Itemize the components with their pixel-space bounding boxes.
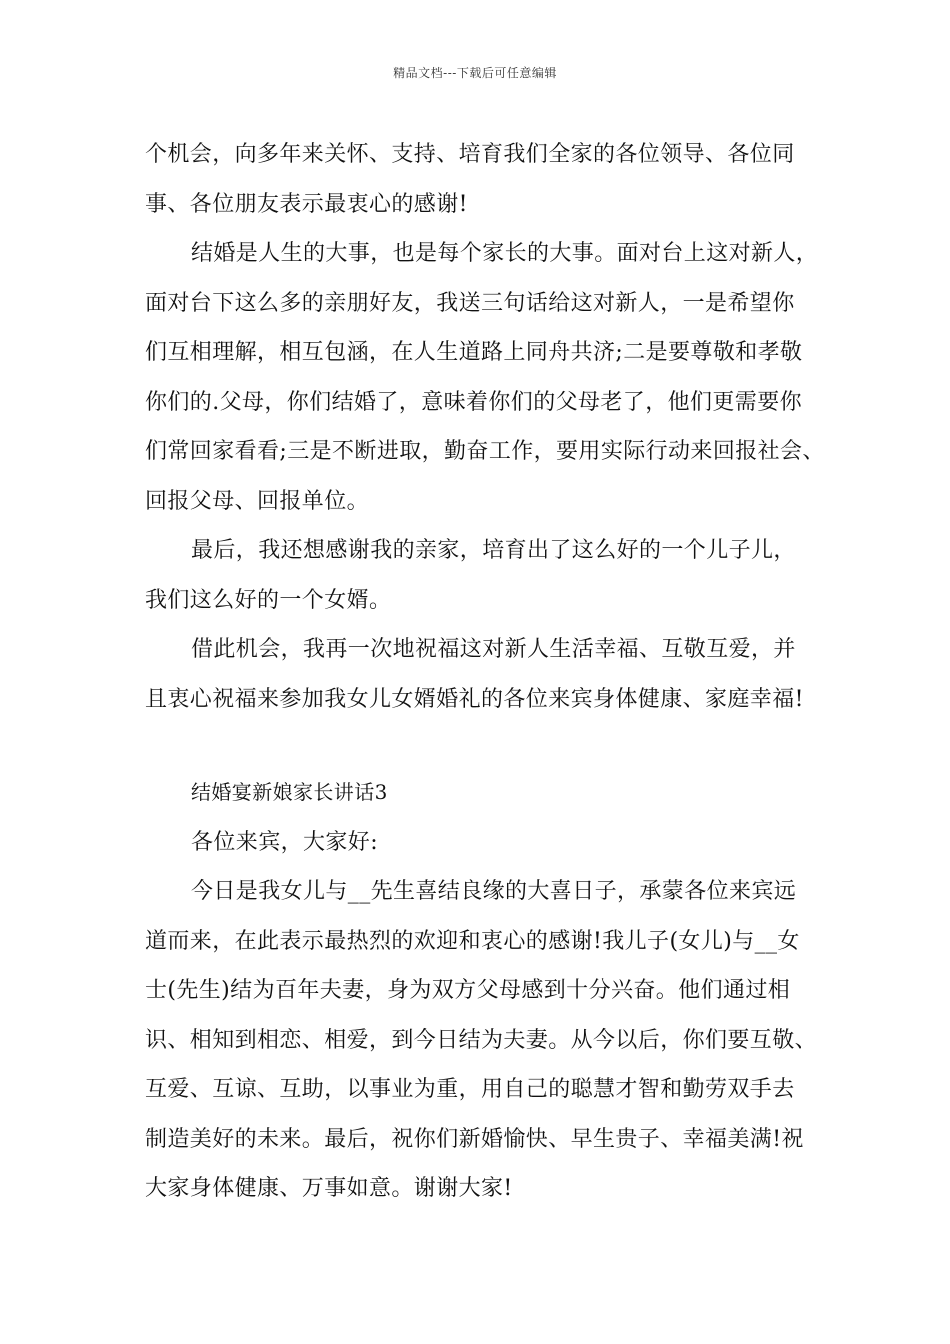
paragraph-2 xyxy=(145,229,825,526)
section-3 xyxy=(145,768,825,1214)
paragraph-line: 且衷心祝福来参加我女儿女婿婚礼的各位来宾身体健康、家庭幸福! xyxy=(145,686,804,712)
paragraph-3 xyxy=(145,526,825,625)
paragraph-line: 个机会，向多年来关怀、支持、培育我们全家的各位领导、各位同 xyxy=(145,142,795,167)
paragraph-line: 面对台下这么多的亲朋好友，我送三句话给这对新人，一是希望你 xyxy=(145,290,795,316)
paragraph-line: 大家身体健康、万事如意。谢谢大家! xyxy=(145,1176,513,1201)
paragraph-line: 互爱、互谅、互助，以事业为重，用自己的聪慧才智和勤劳双手去 xyxy=(145,1077,795,1102)
paragraph-4 xyxy=(145,625,825,724)
paragraph-line: 你们的.父母，你们结婚了，意味着你们的父母老了，他们更需要你 xyxy=(145,389,802,415)
paragraph-line: 识、相知到相恋、相爱，到今日结为夫妻。从今以后，你们要互敬、 xyxy=(145,1027,818,1053)
paragraph-line: 道而来，在此表示最热烈的欢迎和衷心的感谢!我儿子(女儿)与__女 xyxy=(145,928,800,954)
section-title: 结婚宴新娘家长讲话3 xyxy=(191,780,388,804)
greeting: 各位来宾，大家好: xyxy=(191,829,379,855)
paragraph-line: 借此机会，我再一次地祝福这对新人生活幸福、互敬互爱，并 xyxy=(191,637,796,662)
paragraph-line: 们常回家看看;三是不断进取，勤奋工作，要用实际行动来回报社会、 xyxy=(145,439,825,464)
document-body xyxy=(145,130,825,1214)
paragraph-line: 事、各位朋友表示最衷心的感谢! xyxy=(145,191,468,217)
paragraph-line: 士(先生)结为百年夫妻，身为双方父母感到十分兴奋。他们通过相 xyxy=(145,978,791,1003)
paragraph-line: 制造美好的未来。最后，祝你们新婚愉快、早生贵子、幸福美满!祝 xyxy=(145,1126,804,1152)
paragraph-line: 回报父母、回报单位。 xyxy=(145,488,370,514)
paragraph-line: 我们这么好的一个女婿。 xyxy=(145,587,392,613)
paragraph-line: 今日是我女儿与__先生喜结良缘的大喜日子，承蒙各位来宾远 xyxy=(191,879,797,904)
section-spacer xyxy=(145,724,825,768)
paragraph-1 xyxy=(145,130,825,229)
paragraph-line: 结婚是人生的大事，也是每个家长的大事。面对台上这对新人， xyxy=(191,241,819,266)
paragraph-line: 最后，我还想感谢我的亲家，培育出了这么好的一个儿子儿， xyxy=(191,538,796,563)
page-header: 精品文档---下载后可任意编辑 xyxy=(393,66,557,80)
paragraph-line: 们互相理解，相互包涵，在人生道路上同舟共济;二是要尊敬和孝敬 xyxy=(145,340,803,365)
